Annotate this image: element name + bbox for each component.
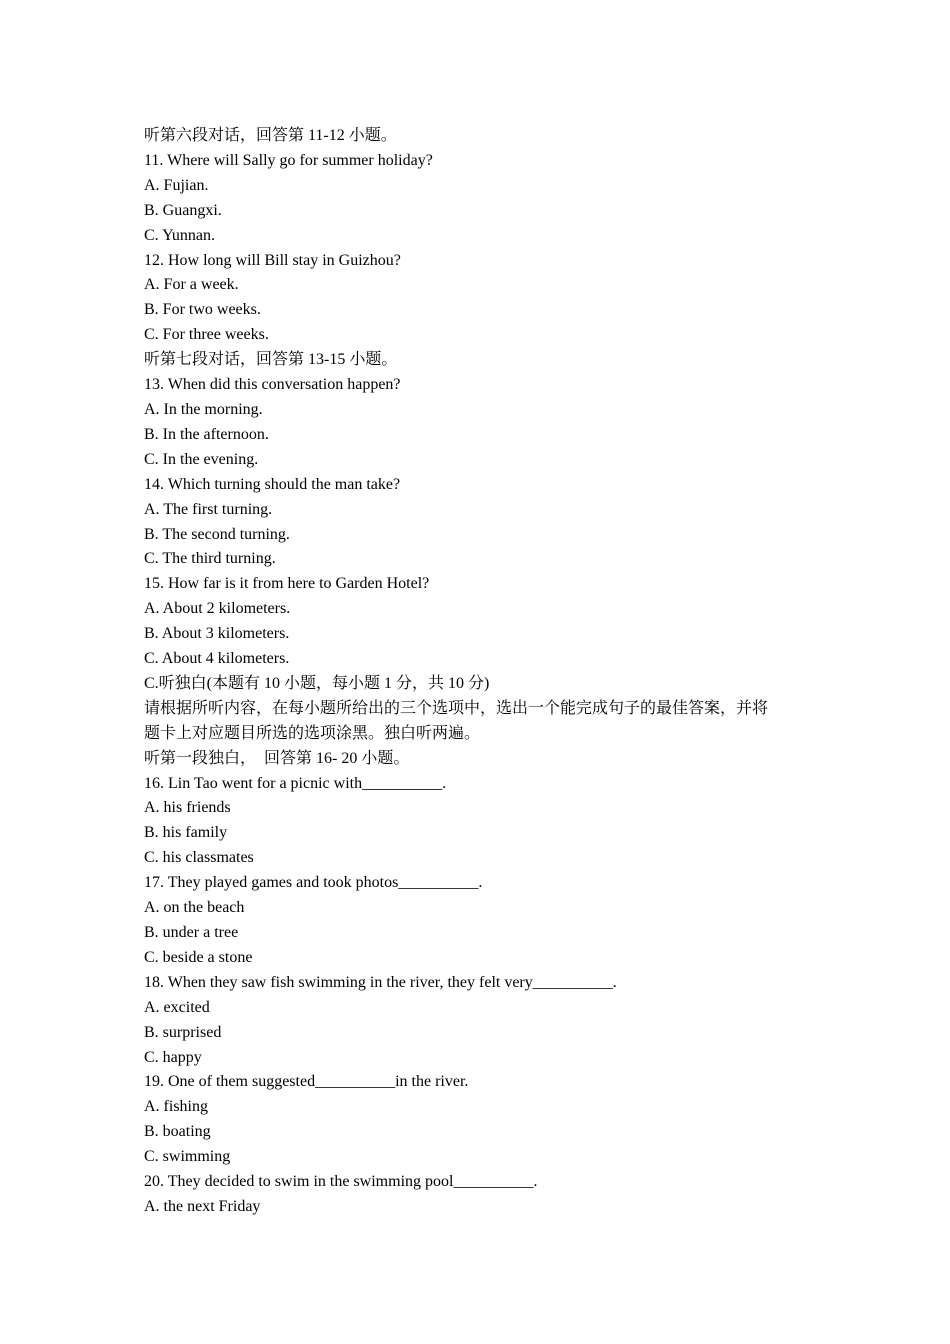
question-11: 11. Where will Sally go for summer holiday?: [144, 151, 433, 169]
question-16-option-a: A. his friends: [144, 799, 231, 817]
question-19-option-b: B. boating: [144, 1123, 211, 1141]
question-14: 14. Which turning should the man take?: [144, 475, 401, 493]
question-12-option-a: A. For a week.: [144, 276, 239, 294]
question-11-option-a: A. Fujian.: [144, 176, 209, 194]
question-16-option-b: B. his family: [144, 824, 228, 842]
question-17: 17. They played games and took photos__________.: [144, 874, 483, 892]
question-18: 18. When they saw fish swimming in the river, they felt very__________.: [144, 973, 617, 991]
section-instruction-monologue-1: 听第一段独白， 回答第 16- 20 小题。: [144, 749, 410, 767]
question-15-option-a: A. About 2 kilometers.: [144, 600, 291, 618]
question-14-option-b: B. The second turning.: [144, 525, 290, 543]
question-16-option-c: C. his classmates: [144, 849, 254, 867]
section-directions-line-2: 题卡上对应题目所选的选项涂黑。独白听两遍。: [144, 724, 481, 742]
question-13-option-c: C. In the evening.: [144, 450, 259, 468]
question-15-option-b: B. About 3 kilometers.: [144, 625, 290, 643]
question-16: 16. Lin Tao went for a picnic with__________.: [144, 774, 447, 792]
question-18-option-a: A. excited: [144, 998, 210, 1016]
section-instruction-dialogue-7: 听第七段对话，回答第 13-15 小题。: [144, 351, 398, 369]
question-17-option-c: C. beside a stone: [144, 948, 253, 966]
question-19-option-a: A. fishing: [144, 1098, 208, 1116]
question-17-option-b: B. under a tree: [144, 924, 239, 941]
question-18-option-c: C. happy: [144, 1048, 202, 1066]
question-12-option-b: B. For two weeks.: [144, 301, 261, 319]
question-13: 13. When did this conversation happen?: [144, 376, 401, 394]
question-11-option-b: B. Guangxi.: [144, 201, 222, 219]
question-13-option-a: A. In the morning.: [144, 400, 263, 418]
question-20: 20. They decided to swim in the swimming pool__________.: [144, 1173, 538, 1191]
document-body: [144, 124, 824, 1220]
section-directions-line-1: 请根据所听内容，在每小题所给出的三个选项中，选出一个能完成句子的最佳答案，并将: [144, 699, 769, 717]
section-instruction-dialogue-6: 听第六段对话，回答第 11-12 小题。: [144, 127, 397, 144]
question-15-option-c: C. About 4 kilometers.: [144, 650, 290, 668]
question-12-option-c: C. For three weeks.: [144, 326, 269, 344]
question-18-option-b: B. surprised: [144, 1023, 222, 1041]
section-heading-monologue: C.听独白(本题有 10 小题，每小题 1 分，共 10 分): [144, 674, 490, 692]
question-11-option-c: C. Yunnan.: [144, 226, 215, 244]
question-13-option-b: B. In the afternoon.: [144, 425, 269, 443]
question-14-option-a: A. The first turning.: [144, 500, 273, 518]
question-20-option-a: A. the next Friday: [144, 1197, 261, 1215]
question-14-option-c: C. The third turning.: [144, 550, 276, 568]
question-19: 19. One of them suggested__________in the river.: [144, 1073, 469, 1091]
question-17-option-a: A. on the beach: [144, 899, 245, 917]
question-19-option-c: C. swimming: [144, 1148, 231, 1166]
question-15: 15. How far is it from here to Garden Hotel?: [144, 575, 430, 593]
question-12: 12. How long will Bill stay in Guizhou?: [144, 251, 401, 269]
